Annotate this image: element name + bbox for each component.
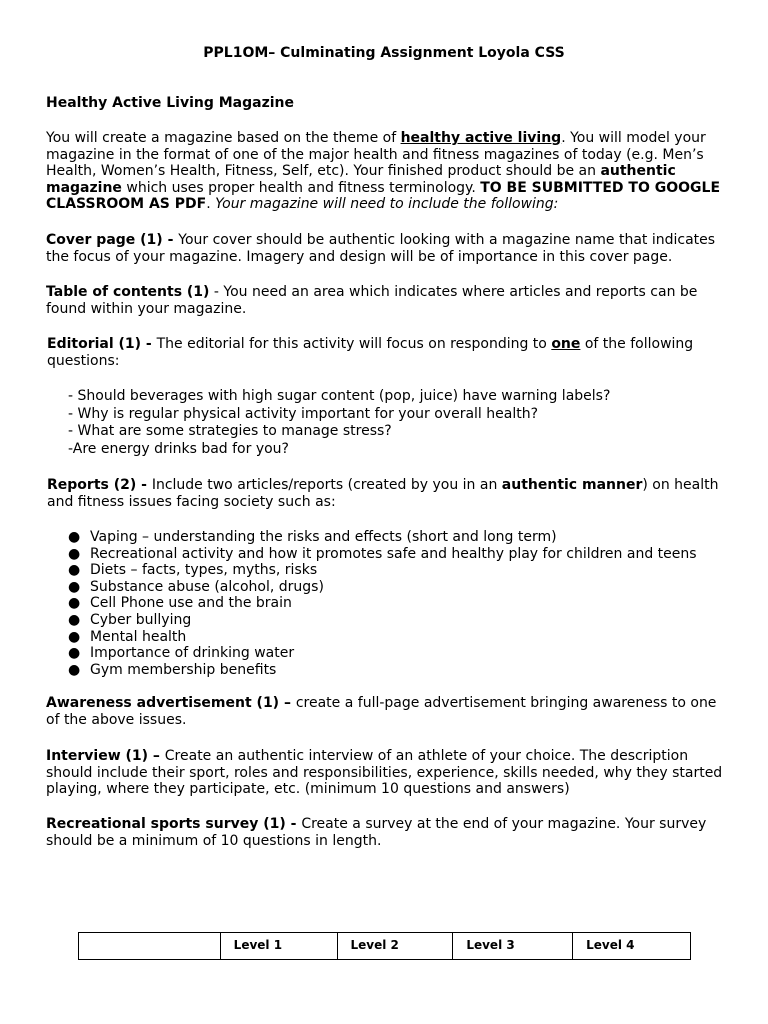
editorial-text-2: of the following questions: (47, 336, 694, 369)
rubric-header-level-1: Level 1 (220, 933, 337, 960)
toc-label: Table of contents (1) (46, 284, 210, 300)
awareness-label: Awareness advertisement (1) – (46, 695, 296, 711)
list-item (68, 662, 748, 679)
magazine-heading: Healthy Active Living Magazine (46, 95, 295, 111)
cover-page-section (46, 232, 726, 265)
intro-text-3: which uses proper health and fitness terminology. (121, 179, 481, 196)
list-item-text: Vaping – understanding the risks and effects (short and long term) (90, 529, 557, 545)
bullet-icon: ● (68, 628, 81, 645)
interview-text: Create an authentic interview of an athlete of your choice. The description should include their sport, roles and responsibilities, experience, skills needed, why they started playing, where they participate, etc. (minimum 10 questions and answers) (46, 748, 723, 798)
list-item-text: Substance abuse (alcohol, drugs) (90, 578, 324, 595)
list-item (68, 562, 748, 579)
list-item: - Should beverages with high sugar content (pop, juice) have warning labels? (68, 388, 611, 404)
rubric-header-level-2: Level 2 (337, 933, 453, 960)
reports-text-1: Include two articles/reports (created by you in an (151, 477, 502, 493)
list-item-text: Importance of drinking water (90, 645, 295, 662)
list-item (68, 645, 748, 662)
intro-italic-text: Your magazine will need to include the following: (215, 196, 559, 213)
bullet-icon: ● (68, 562, 81, 579)
list-item (68, 529, 748, 546)
bullet-icon: ● (68, 578, 81, 595)
bullet-icon: ● (68, 645, 81, 662)
list-item (68, 546, 748, 563)
page-title: PPL1OM– Culminating Assignment Loyola CSS (203, 45, 565, 61)
rubric-table (78, 932, 691, 960)
cover-page-label: Cover page (1) - (46, 232, 179, 248)
intro-text-2: . You will model your magazine in the format of one of the major health and fitness magazines of today (e.g. Men’s Health, Women’s Health, Fitness, Self, etc). Your finished product should be an (46, 130, 706, 180)
toc-section (46, 284, 726, 317)
bullet-icon: ● (68, 661, 81, 678)
reports-section (47, 477, 727, 510)
editorial-text-1: The editorial for this activity will focus on responding to (156, 336, 552, 352)
awareness-text: create a full-page advertisement bringing awareness to one of the above issues. (46, 695, 717, 728)
editorial-questions (68, 388, 728, 458)
editorial-emphasis: one (551, 336, 581, 352)
list-item: - What are some strategies to manage stress? (68, 423, 392, 440)
intro-text-4: . (206, 196, 216, 213)
survey-section (46, 816, 726, 849)
bullet-icon: ● (68, 595, 81, 612)
survey-text: Create a survey at the end of your magazine. Your survey should be a minimum of 10 questions in length. (46, 816, 707, 849)
list-item (68, 595, 748, 612)
bullet-icon: ● (68, 529, 81, 545)
rubric-header-level-3: Level 3 (453, 933, 573, 960)
list-item: -Are energy drinks bad for you? (68, 440, 289, 457)
list-item-text: Recreational activity and how it promotes safe and healthy play for children and teens (90, 545, 697, 562)
intro-submission-note: TO BE SUBMITTED TO GOOGLE CLASSROOM AS PDF (46, 179, 721, 213)
list-item-text: Mental health (90, 628, 187, 645)
intro-emphasis-authentic: authentic magazine (46, 163, 676, 196)
list-item: - Why is regular physical activity important for your overall health? (68, 405, 539, 422)
list-item-text: Cyber bullying (90, 611, 192, 628)
bullet-icon: ● (68, 545, 81, 562)
intro-paragraph (46, 130, 726, 213)
list-item-text: Diets – facts, types, myths, risks (90, 562, 318, 579)
reports-topics-list (68, 529, 748, 678)
awareness-section (46, 695, 726, 728)
survey-label: Recreational sports survey (1) - (46, 816, 302, 832)
rubric-header-blank (79, 933, 221, 960)
bullet-icon: ● (68, 611, 81, 628)
reports-emphasis: authentic manner (501, 477, 643, 493)
intro-emphasis-theme: healthy active living (400, 130, 562, 146)
editorial-label: Editorial (1) - (47, 336, 157, 352)
list-item-text: Gym membership benefits (90, 661, 277, 678)
rubric-header-level-4: Level 4 (573, 933, 691, 960)
interview-section (46, 748, 726, 798)
table-row (79, 933, 691, 960)
editorial-section (47, 336, 727, 369)
list-item (68, 579, 748, 596)
list-item-text: Cell Phone use and the brain (90, 595, 292, 612)
interview-label: Interview (1) – (46, 748, 165, 764)
intro-text-1: You will create a magazine based on the theme of (46, 130, 401, 146)
reports-label: Reports (2) - (47, 477, 152, 493)
list-item (68, 629, 748, 646)
list-item (68, 612, 748, 629)
toc-text: - You need an area which indicates where articles and reports can be found within your magazine. (46, 284, 698, 317)
cover-page-text: Your cover should be authentic looking with a magazine name that indicates the focus of your magazine. Imagery and design will be of importance in this cover page. (46, 232, 716, 265)
reports-text-2: ) on health and fitness issues facing society such as: (47, 477, 719, 510)
